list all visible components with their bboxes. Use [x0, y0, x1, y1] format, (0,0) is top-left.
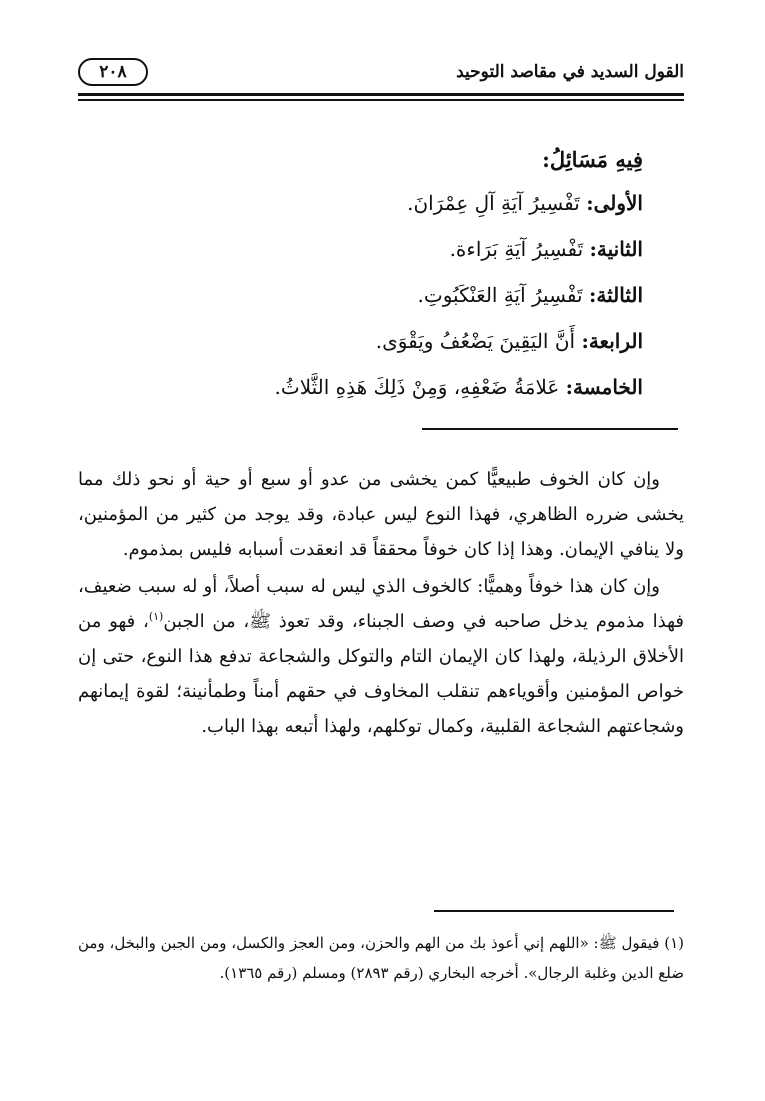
issue-item	[123, 226, 643, 272]
paragraph: وإن كان الخوف طبيعيًّا كمن يخشى من عدو أو سبع أو حية أو نحو ذلك مما يخشى ضرره الظاهري، فهذا النوع ليس عبادة، وقد يوجد من كثير من المؤمنين، ولا ينافي الإيمان. وهذا إذا كان خوفاً محققاً قد انعقدت أسبابه فليس بمذموم.	[78, 469, 684, 560]
header-rule-thin	[78, 99, 684, 101]
issue-label: الرابعة:	[581, 329, 643, 353]
paragraph	[78, 569, 684, 744]
footnote: (١) فيقول ﷺ: «اللهم إني أعوذ بك من الهم والحزن، ومن العجز والكسل، ومن الجبن والبخل، ومن ضلع الدين وغلبة الرجال». أخرجه البخاري (رقم ٢٨٩٣) ومسلم (رقم ١٣٦٥).	[78, 934, 684, 982]
issue-text: تَفْسِيرُ آيَةِ العَنْكَبُوتِ.	[417, 283, 583, 307]
header-rule	[78, 93, 684, 96]
issue-label: الثانية:	[589, 237, 643, 261]
issue-item	[123, 364, 643, 410]
issue-text: تَفْسِيرُ آيَةِ آلِ عِمْرَانَ.	[407, 191, 580, 215]
issues-section	[123, 140, 643, 410]
issue-label: الخامسة:	[565, 375, 643, 399]
issue-item	[123, 318, 643, 364]
footnote-divider	[434, 910, 674, 912]
body-text	[78, 462, 684, 744]
section-divider	[422, 428, 678, 430]
issue-text: عَلامَةُ ضَعْفِهِ، وَمِنْ ذَلِكَ هَذِهِ الثَّلاثُ.	[274, 375, 560, 399]
footnote-reference: (١)	[148, 610, 164, 623]
issue-text: تَفْسِيرُ آيَةِ بَرَاءة.	[449, 237, 584, 261]
issue-text: أَنَّ اليَقِينَ يَضْعُفُ ويَقْوَى.	[375, 329, 576, 353]
paragraph-text: ، فهو من الأخلاق الرذيلة، ولهذا كان الإيمان التام والتوكل والشجاعة تدفع هذا النوع، حتى إن خواص المؤمنين وأقوياءهم تنقلب المخاوف في حقهم أمناً وطمأنينة؛ لقوة إيمانهم وشجاعتهم الشجاعة القلبية، وكمال توكلهم، ولهذا أتبعه بهذا الباب.	[78, 611, 684, 737]
issue-item	[123, 272, 643, 318]
paragraph-text: وإن كان هذا خوفاً وهميًّا: كالخوف الذي ليس له سبب أصلاً، أو له سبب ضعيف، فهذا مذموم يدخل صاحبه في وصف الجبناء، وقد تعوذ ﷺ، من الجبن	[78, 576, 684, 632]
issues-heading: فِيهِ مَسَائِلُ:	[542, 147, 643, 172]
book-title: القول السديد في مقاصد التوحيد	[456, 62, 684, 82]
issue-label: الثالثة:	[588, 283, 643, 307]
issue-label: الأولى:	[586, 191, 643, 215]
running-header	[78, 58, 684, 92]
issue-item	[123, 180, 643, 226]
page-number: ٢٠٨	[78, 58, 148, 86]
